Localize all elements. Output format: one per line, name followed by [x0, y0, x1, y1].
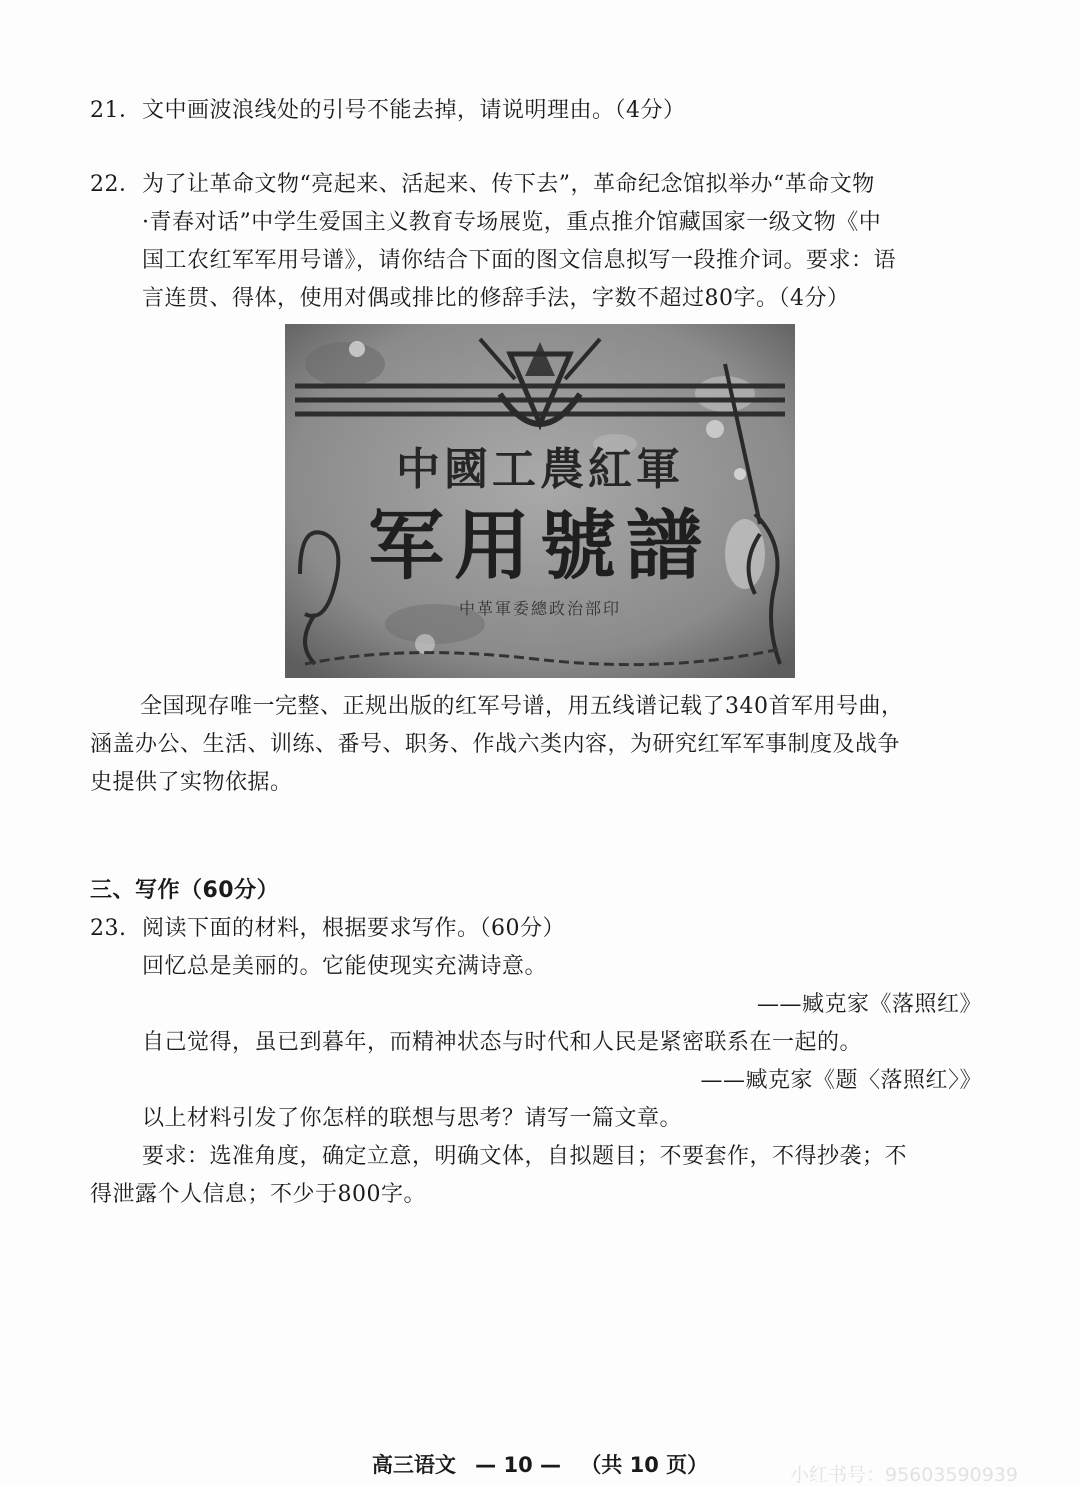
question-21-text: 文中画波浪线处的引号不能去掉，请说明理由。（4分） [142, 98, 686, 123]
cover-title-line-2: 军用號譜 [368, 501, 712, 590]
question-22-line-4: 言连贯、得体，使用对偶或排比的修辞手法，字数不超过80字。（4分） [142, 286, 850, 311]
question-23-number: 23. [90, 916, 127, 941]
material-source-1: ——臧克家《落照红》 [756, 992, 982, 1017]
material-quote-1: 回忆总是美丽的。它能使现实充满诗意。 [142, 954, 548, 979]
question-22-line-1 [90, 170, 875, 200]
material-quote-2: 自己觉得，虽已到暮年，而精神状态与时代和人民是紧密联系在一起的。 [142, 1030, 863, 1055]
footer-total-pages: （共 10 页） [580, 1453, 709, 1477]
material-source-2: ——臧克家《题〈落照红〉》 [700, 1068, 982, 1093]
figure-caption-line-1: 全国现存唯一完整、正规出版的红军号谱，用五线谱记载了340首军用号曲， [140, 694, 904, 719]
question-21 [90, 96, 686, 126]
question-22-line-3: 国工农红军军用号谱》，请你结合下面的图文信息拟写一段推介词。要求：语 [142, 248, 897, 273]
question-22-text-1: 为了让革命文物“亮起来、活起来、传下去”，革命纪念馆拟举办“革命文物 [142, 172, 875, 197]
cover-title-line-1: 中國工農紅軍 [396, 444, 684, 495]
writing-requirement-line-1: 要求：选准角度，确定立意，明确文体，自拟题目；不要套作，不得抄袭；不 [142, 1144, 908, 1169]
writing-requirement-line-2: 得泄露个人信息；不少于800字。 [90, 1182, 426, 1207]
watermark: 小红书号：95603590939 [790, 1464, 1018, 1486]
cover-publisher: 中革軍委總政治部印 [458, 599, 622, 618]
writing-instruction: 以上材料引发了你怎样的联想与思考？请写一篇文章。 [142, 1106, 683, 1131]
question-23-prompt: 阅读下面的材料，根据要求写作。（60分） [142, 916, 565, 941]
bugle-score-cover-image [285, 324, 795, 678]
question-22-number: 22． [90, 172, 142, 197]
question-23 [90, 914, 565, 944]
question-22-line-2: ·青春对话”中学生爱国主义教育专场展览，重点推介馆藏国家一级文物《中 [142, 210, 882, 235]
section-writing-title: 三、写作（60分） [90, 878, 280, 903]
footer-subject: 高三语文 [371, 1453, 456, 1477]
figure-caption-line-3: 史提供了实物依据。 [90, 770, 293, 795]
figure-caption-line-2: 涵盖办公、生活、训练、番号、职务、作战六类内容，为研究红军军事制度及战争 [90, 732, 901, 757]
footer-page-number: — 10 — [475, 1453, 561, 1477]
cover-illustration [285, 324, 795, 678]
question-21-number: 21． [90, 98, 142, 123]
